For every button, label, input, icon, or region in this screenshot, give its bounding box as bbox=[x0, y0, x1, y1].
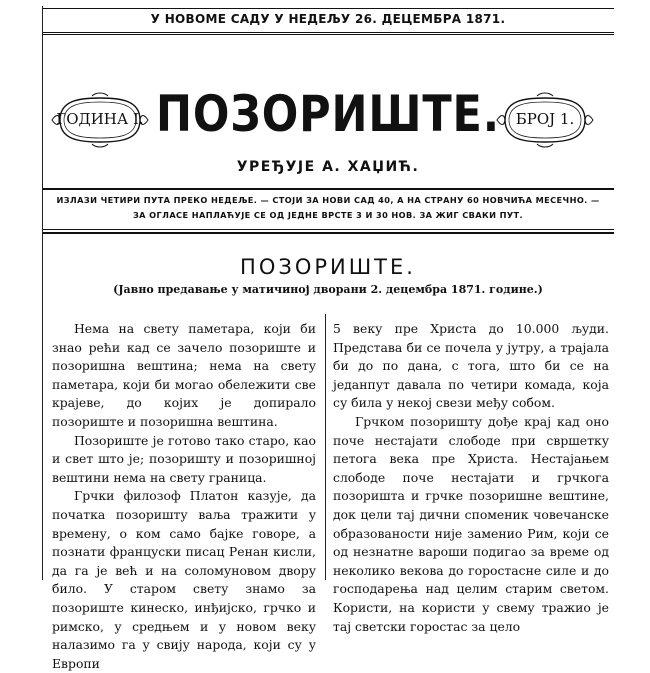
editor-line: УРЕЂУЈЕ А. ХАЏИЋ. bbox=[236, 159, 420, 175]
article-headline: ПОЗОРИШТЕ. bbox=[240, 255, 416, 279]
issue-badge-label: БРОЈ 1. bbox=[515, 110, 575, 128]
paragraph: Позориште је готово тако старо, као и свет што је; позоришту и позоришној вештини нема на свету граница. bbox=[52, 432, 316, 485]
issue-badge bbox=[495, 92, 595, 148]
dateline-rule-second bbox=[42, 34, 614, 35]
year-badge-label: ГОДИНА I. bbox=[56, 110, 144, 128]
paragraph: 5 веку пре Христа до 10.000 људи. Представа би се почела у јутру, а трајала би до по дана, с тога, што би се на једанпут давала по четири комада, која су била у некој свези међу собом. bbox=[333, 321, 609, 411]
page-left-border bbox=[42, 6, 43, 580]
article-right-column bbox=[333, 320, 609, 634]
paragraph: Нема на свету паметара, који би знао рећи кад се зачело позориште и позоришна вештина; нема на свету паметара, који би могао обележити све крајеве, до којих је допирало позориште и позоришна вештина. bbox=[52, 321, 316, 429]
article-left-column bbox=[52, 320, 316, 671]
top-rule bbox=[42, 8, 614, 9]
paragraph: Грчки филозоф Платон казује, да початка позоришту ваља тражити у времену, о ком само бајке говоре, а познати француски писац Ренан кисли, да га је већ и на соломуновом двору било. У старом свету знамо за позориште кинеско, инђијско, грчко и римско, у средњем и у новом веку налазимо га у свију народа, који су у Европи bbox=[52, 488, 316, 671]
article-subhead: (Јавно предавање у матичиној дворани 2. децембра 1871. године.) bbox=[113, 283, 543, 296]
dateline: У НОВОМЕ САДУ У НЕДЕЉУ 26. ДЕЦЕМБРА 1871. bbox=[150, 12, 506, 26]
dateline-rule bbox=[42, 32, 614, 33]
subscription-notice: ИЗЛАЗИ ЧЕТИРИ ПУТА ПРЕКО НЕДЕЉЕ. — СТОЈИ ЗА НОВИ САД 40, А НА СТРАНУ 60 НОВЧИЋА МЕСЕЧНО. — bbox=[56, 195, 600, 205]
advertising-notice: ЗА ОГЛАСЕ НАПЛАЋУЈЕ СЕ ОД ЈЕДНЕ ВРСТЕ 3 И 30 НОВ. ЗА ЖИГ СВАКИ ПУТ. bbox=[132, 210, 524, 220]
paragraph: Грчком позоришту дође крај кад оно поче нестајати слободе при свршетку петога века пре Христа. Нестајањем слободе поче нестајати и грчкога позоришта и грчке позоришне вештине, док цели тај дични споменик човечанске образованости није заменио Рим, који се од незнатне вароши подигао за време од неколико векова до горостасне силе и до господарења над целим старим светом. Користи, на користи у свему тражио је тај светски горостас за цело bbox=[333, 413, 609, 634]
notice-bottom-rule-thick bbox=[42, 232, 614, 234]
masthead-title: ПОЗОРИШТЕ. bbox=[156, 85, 500, 143]
notice-bottom-rule bbox=[42, 229, 614, 230]
notice-top-rule bbox=[42, 188, 614, 190]
column-divider bbox=[325, 314, 326, 580]
